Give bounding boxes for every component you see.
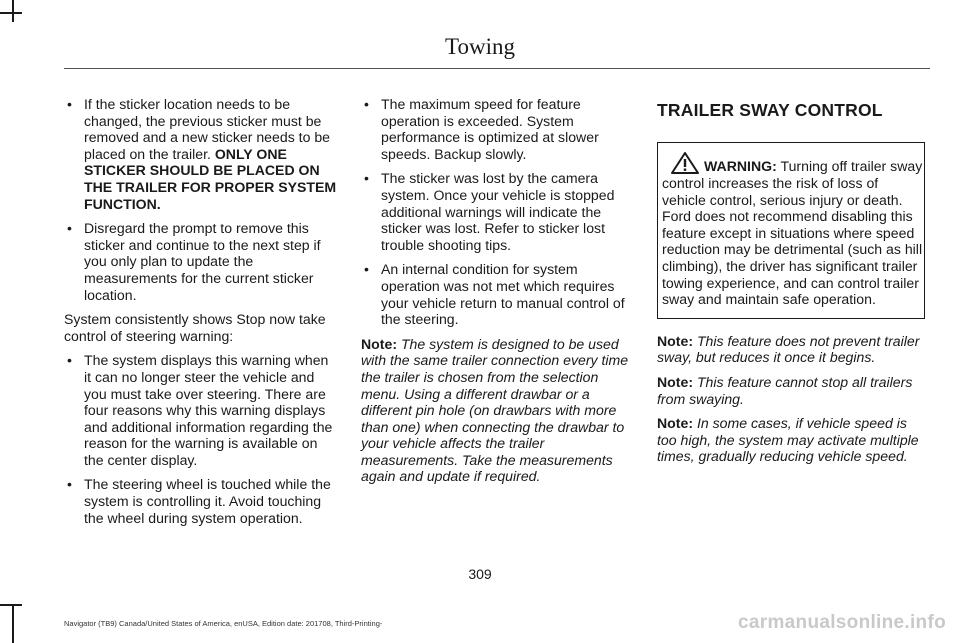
note-label: Note:	[361, 335, 398, 352]
warning-label: WARNING:	[704, 158, 777, 174]
warning-triangle-icon	[670, 151, 700, 175]
note-paragraph	[657, 333, 925, 366]
column-2	[361, 96, 631, 493]
page-number: 309	[468, 566, 492, 582]
crop-mark-bottom-left-v	[12, 604, 14, 643]
list-item-text: An internal condition for system operation was not met which requires your vehicle return to manual control of the steering.	[381, 261, 625, 328]
note-text: This feature cannot stop all trailers from swaying.	[657, 373, 913, 407]
body-paragraph: System consistently shows Stop now take control of steering warning:	[64, 311, 326, 344]
list-item-text: The system displays this warning when it can no longer steer the vehicle and you must take over steering. There are four reasons why this warning displays and additional information regarding the reason for the warning is available on the center display.	[84, 352, 333, 468]
footer-edition-text: Navigator (TB9) Canada/United States of America, enUSA, Edition date: 201708, Third-Printing-	[64, 619, 383, 628]
list-item-text: The sticker was lost by the camera system. Once your vehicle is stopped additional warnings will indicate the sticker was lost. Refer to sticker lost trouble shooting tips.	[381, 170, 615, 253]
page-header-title: Towing	[445, 34, 515, 59]
note-paragraph	[657, 374, 925, 407]
note-paragraph	[657, 415, 925, 465]
list-item	[361, 170, 631, 253]
bullet-glyph: •	[67, 220, 72, 237]
crop-mark-top-left-h	[0, 12, 22, 14]
note-label: Note:	[657, 415, 694, 432]
bullet-glyph: •	[364, 170, 369, 187]
list-item	[64, 96, 338, 212]
column-1	[64, 96, 338, 534]
note-paragraph	[361, 336, 631, 485]
bullet-glyph: •	[67, 96, 72, 112]
list-item	[64, 220, 338, 303]
bullet-glyph: •	[67, 476, 72, 493]
warning-text: Turning off trailer sway control increases the risk of loss of vehicle control, serious injury or death. Ford does not recommend disabling this feature except in situations where speed reduction may be detrimental (such as hill climbing), the driver has significant trailer towing experience, and can control trailer sway and maintain safe operation.	[662, 158, 923, 308]
list-item	[64, 352, 338, 468]
bullet-glyph: •	[364, 261, 369, 278]
list-item	[361, 96, 631, 162]
note-label: Note:	[657, 332, 694, 349]
section-title: TRAILER SWAY CONTROL	[657, 100, 883, 120]
list-item-text: Disregard the prompt to remove this sticker and continue to the next step if you only plan to update the measurements for the current sticker location.	[84, 220, 321, 303]
crop-mark-bottom-left-h	[0, 604, 22, 606]
bullet-glyph: •	[67, 352, 72, 369]
column-3	[657, 96, 925, 473]
note-text: In some cases, if vehicle speed is too high, the system may activate multiple times, gradually reducing vehicle speed.	[657, 415, 919, 465]
list-item-text: The steering wheel is touched while the system is controlling it. Avoid touching the wheel during system operation.	[84, 476, 331, 526]
bullet-glyph: •	[364, 96, 369, 112]
watermark: carmanualsonline.info	[738, 612, 946, 633]
note-text: The system is designed to be used with the same trailer connection every time the trailer is chosen from the selection menu. Using a different drawbar or a different pin hole (on drawbars with more than one) when connecting the drawbar to your vehicle affects the trailer measurements. Take the measurements again and update if required.	[361, 335, 629, 485]
header-rule	[64, 68, 930, 69]
note-label: Note:	[657, 373, 694, 390]
list-item	[64, 476, 338, 526]
list-item-text: If the sticker location needs to be changed, the previous sticker must be removed and a new sticker needs to be placed on the trailer.	[84, 96, 331, 162]
note-text: This feature does not prevent trailer sway, but reduces it once it begins.	[657, 332, 920, 366]
warning-box	[657, 142, 925, 319]
list-item-emphasis: ONLY ONE STICKER SHOULD BE PLACED ON THE TRAILER FOR PROPER SYSTEM FUNCTION.	[84, 145, 337, 212]
list-item-text: The maximum speed for feature operation is exceeded. System performance is optimized at slower speeds. Backup slowly.	[381, 96, 599, 162]
crop-mark-top-left-v	[12, 0, 14, 22]
list-item	[361, 261, 631, 327]
